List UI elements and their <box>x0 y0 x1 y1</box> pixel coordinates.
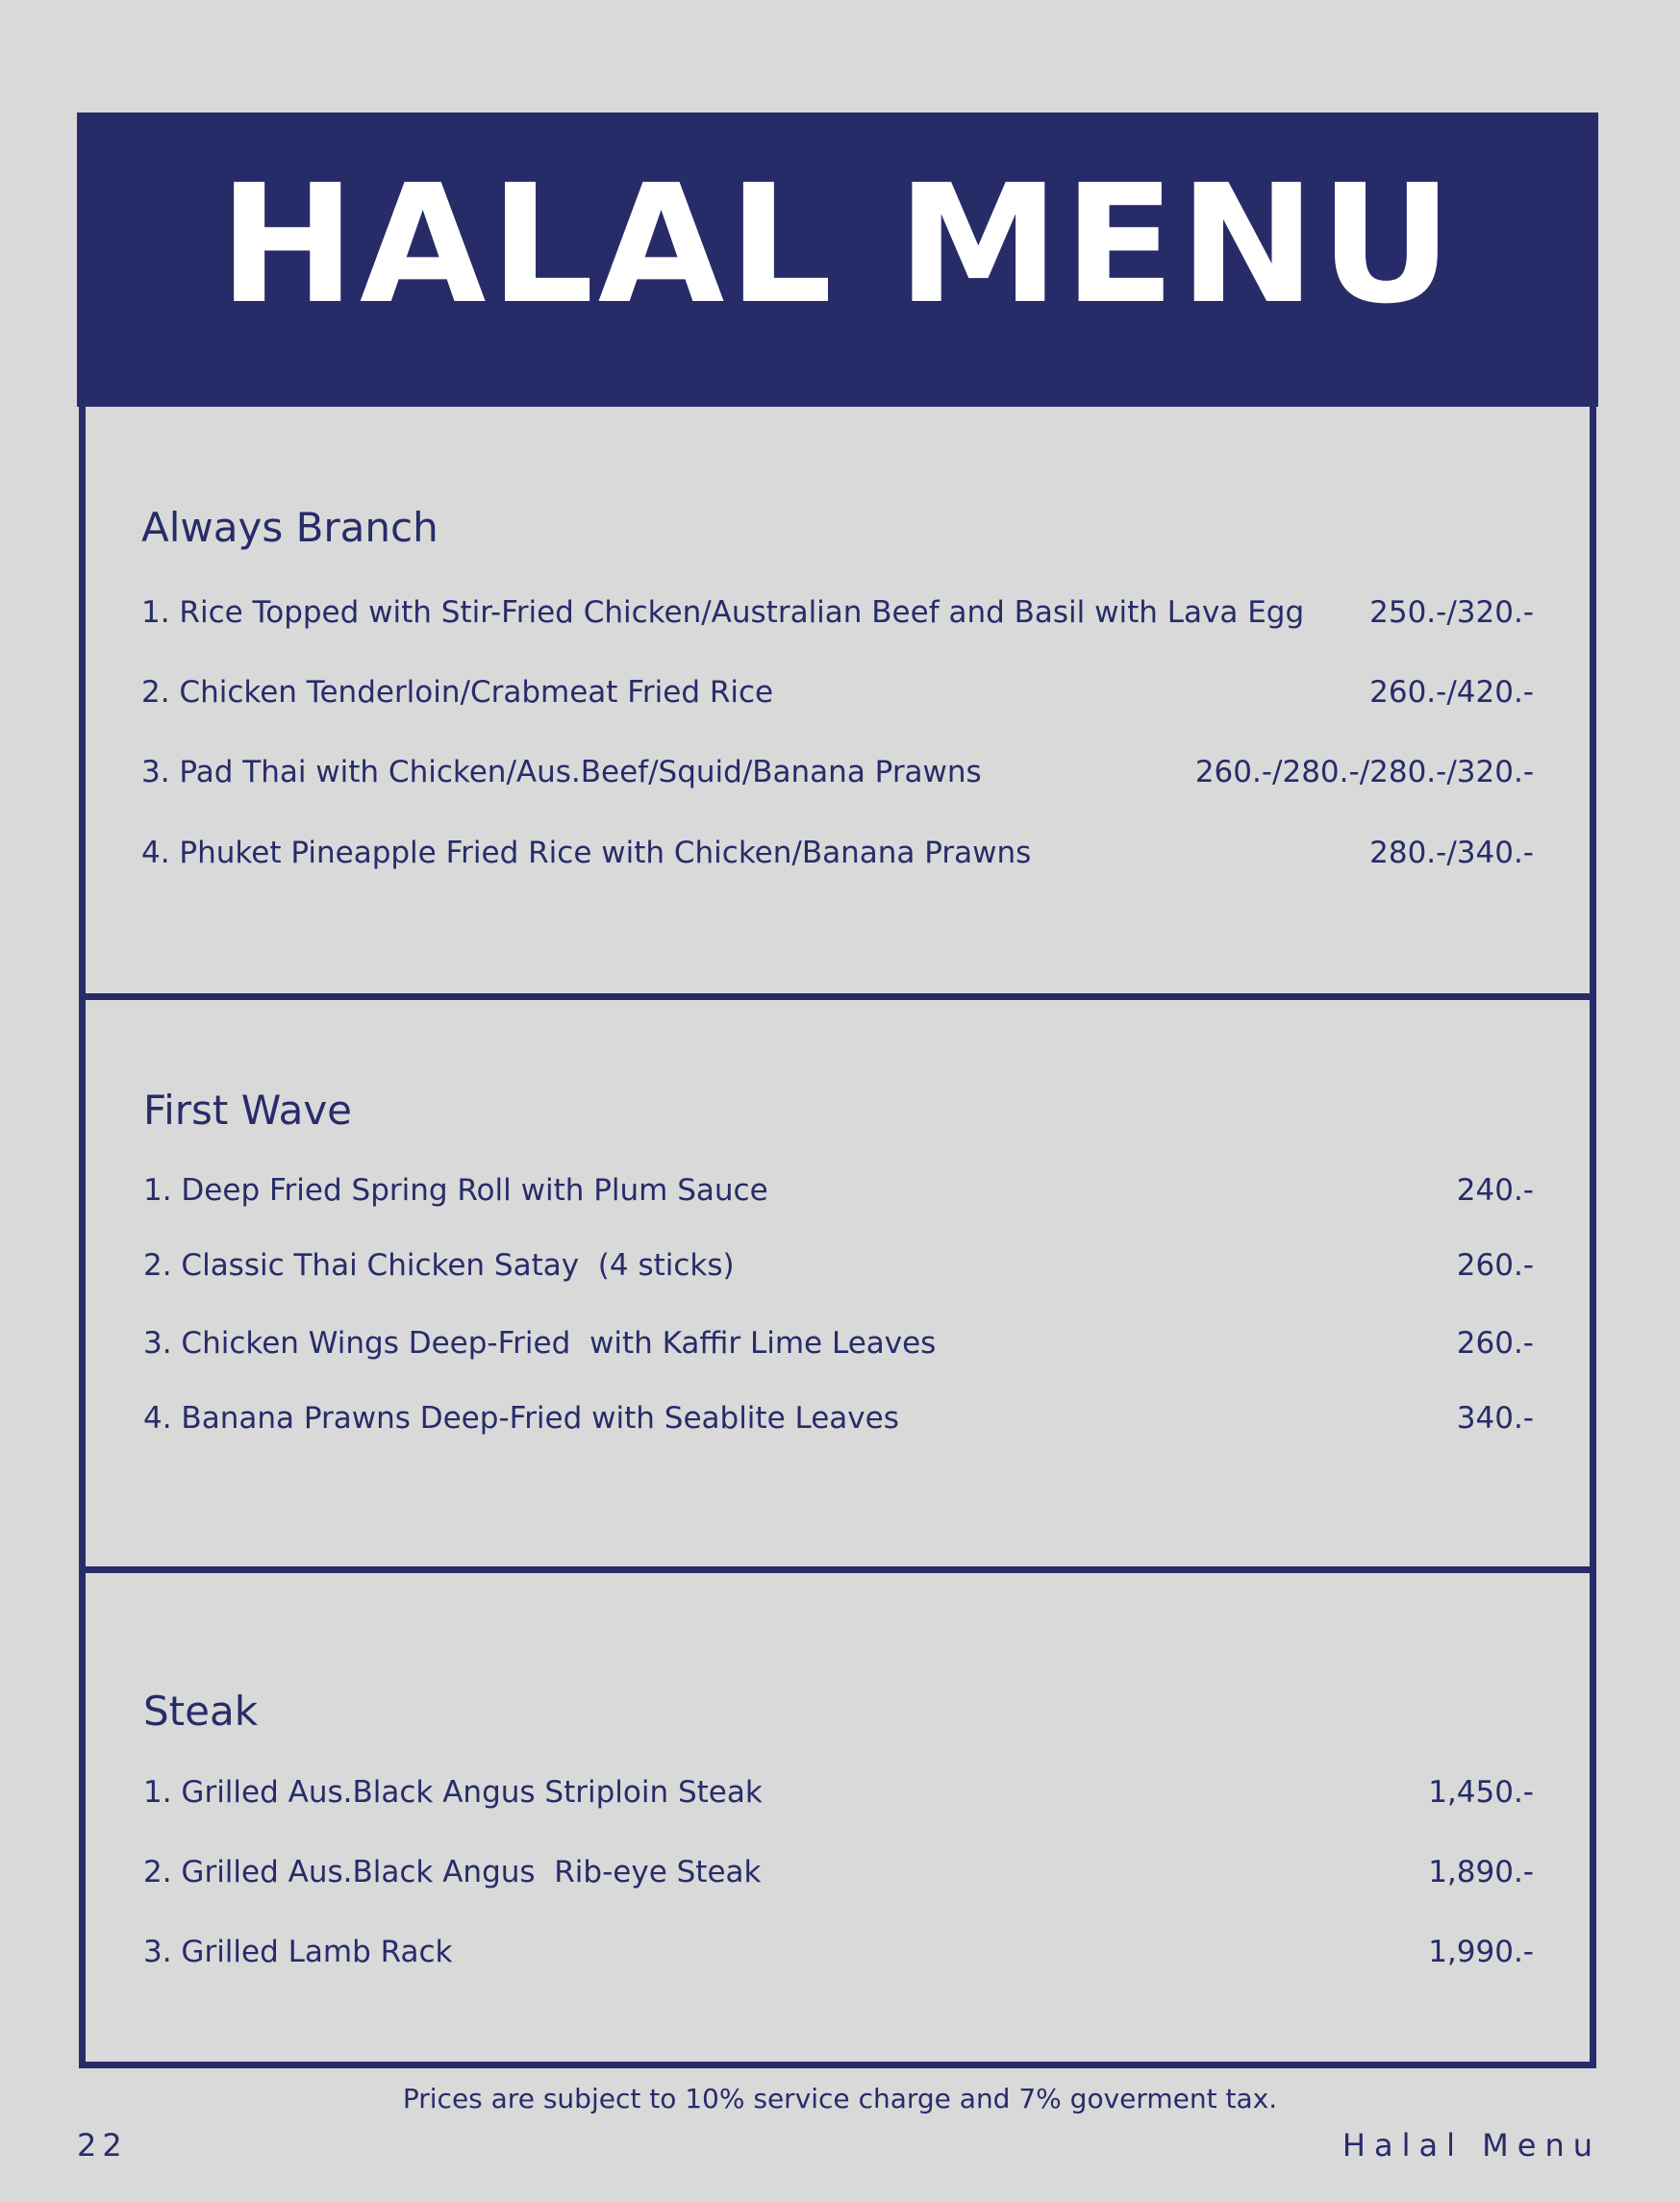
menu-item-name: 2. Grilled Aus.Black Angus Rib-eye Steak <box>143 1855 762 1889</box>
section-title: First Wave <box>143 1087 353 1134</box>
menu-item-name: 4. Phuket Pineapple Fried Rice with Chicken/Banana Prawns <box>141 836 1032 870</box>
menu-item-price: 280.-/340.- <box>1369 836 1534 870</box>
menu-item <box>143 1775 1534 1810</box>
menu-item-name: 1. Deep Fried Spring Roll with Plum Sauce <box>143 1173 768 1208</box>
menu-item-price: 260.- <box>1456 1248 1534 1283</box>
menu-item-name: 3. Grilled Lamb Rack <box>143 1935 453 1969</box>
menu-item <box>143 1855 1534 1889</box>
menu-item-price: 250.-/320.- <box>1369 595 1534 630</box>
page-number: 22 <box>77 2127 128 2164</box>
menu-item-price: 260.- <box>1456 1326 1534 1361</box>
section-always-branch <box>79 400 1596 1000</box>
menu-item-price: 260.-/420.- <box>1369 675 1534 710</box>
menu-item-name: 1. Rice Topped with Stir-Fried Chicken/Australian Beef and Basil with Lava Egg <box>141 595 1305 630</box>
price-disclaimer: Prices are subject to 10% service charge and 7% goverment tax. <box>402 2083 1278 2114</box>
menu-item <box>141 595 1534 630</box>
menu-item <box>141 836 1534 870</box>
section-steak <box>79 1566 1596 2068</box>
menu-item-price: 1,450.- <box>1428 1775 1534 1810</box>
menu-title: HALAL MENU <box>218 150 1457 340</box>
menu-item-price: 240.- <box>1456 1173 1534 1208</box>
menu-item-price: 260.-/280.-/280.-/320.- <box>1194 755 1534 789</box>
menu-item-name: 4. Banana Prawns Deep-Fried with Seablite Leaves <box>143 1401 899 1436</box>
menu-header-banner <box>77 113 1598 407</box>
running-title: Halal Menu <box>1341 2127 1601 2164</box>
section-title: Always Branch <box>141 504 439 551</box>
menu-item-price: 1,990.- <box>1428 1935 1534 1969</box>
menu-item-name: 3. Chicken Wings Deep-Fried with Kaffir Lime Leaves <box>143 1326 937 1361</box>
menu-item <box>143 1173 1534 1208</box>
menu-item <box>143 1326 1534 1361</box>
menu-item <box>141 675 1534 710</box>
menu-item-name: 2. Chicken Tenderloin/Crabmeat Fried Rice <box>141 675 774 710</box>
menu-item-name: 1. Grilled Aus.Black Angus Striploin Steak <box>143 1775 763 1810</box>
menu-item-name: 3. Pad Thai with Chicken/Aus.Beef/Squid/Banana Prawns <box>141 755 982 789</box>
menu-item <box>143 1248 1534 1283</box>
menu-item <box>143 1935 1534 1969</box>
section-title: Steak <box>143 1688 259 1735</box>
menu-item-price: 340.- <box>1456 1401 1534 1436</box>
menu-item-price: 1,890.- <box>1428 1855 1534 1889</box>
menu-item <box>143 1401 1534 1436</box>
menu-item <box>141 755 1534 789</box>
section-first-wave <box>79 993 1596 1573</box>
menu-item-name: 2. Classic Thai Chicken Satay (4 sticks) <box>143 1248 735 1283</box>
